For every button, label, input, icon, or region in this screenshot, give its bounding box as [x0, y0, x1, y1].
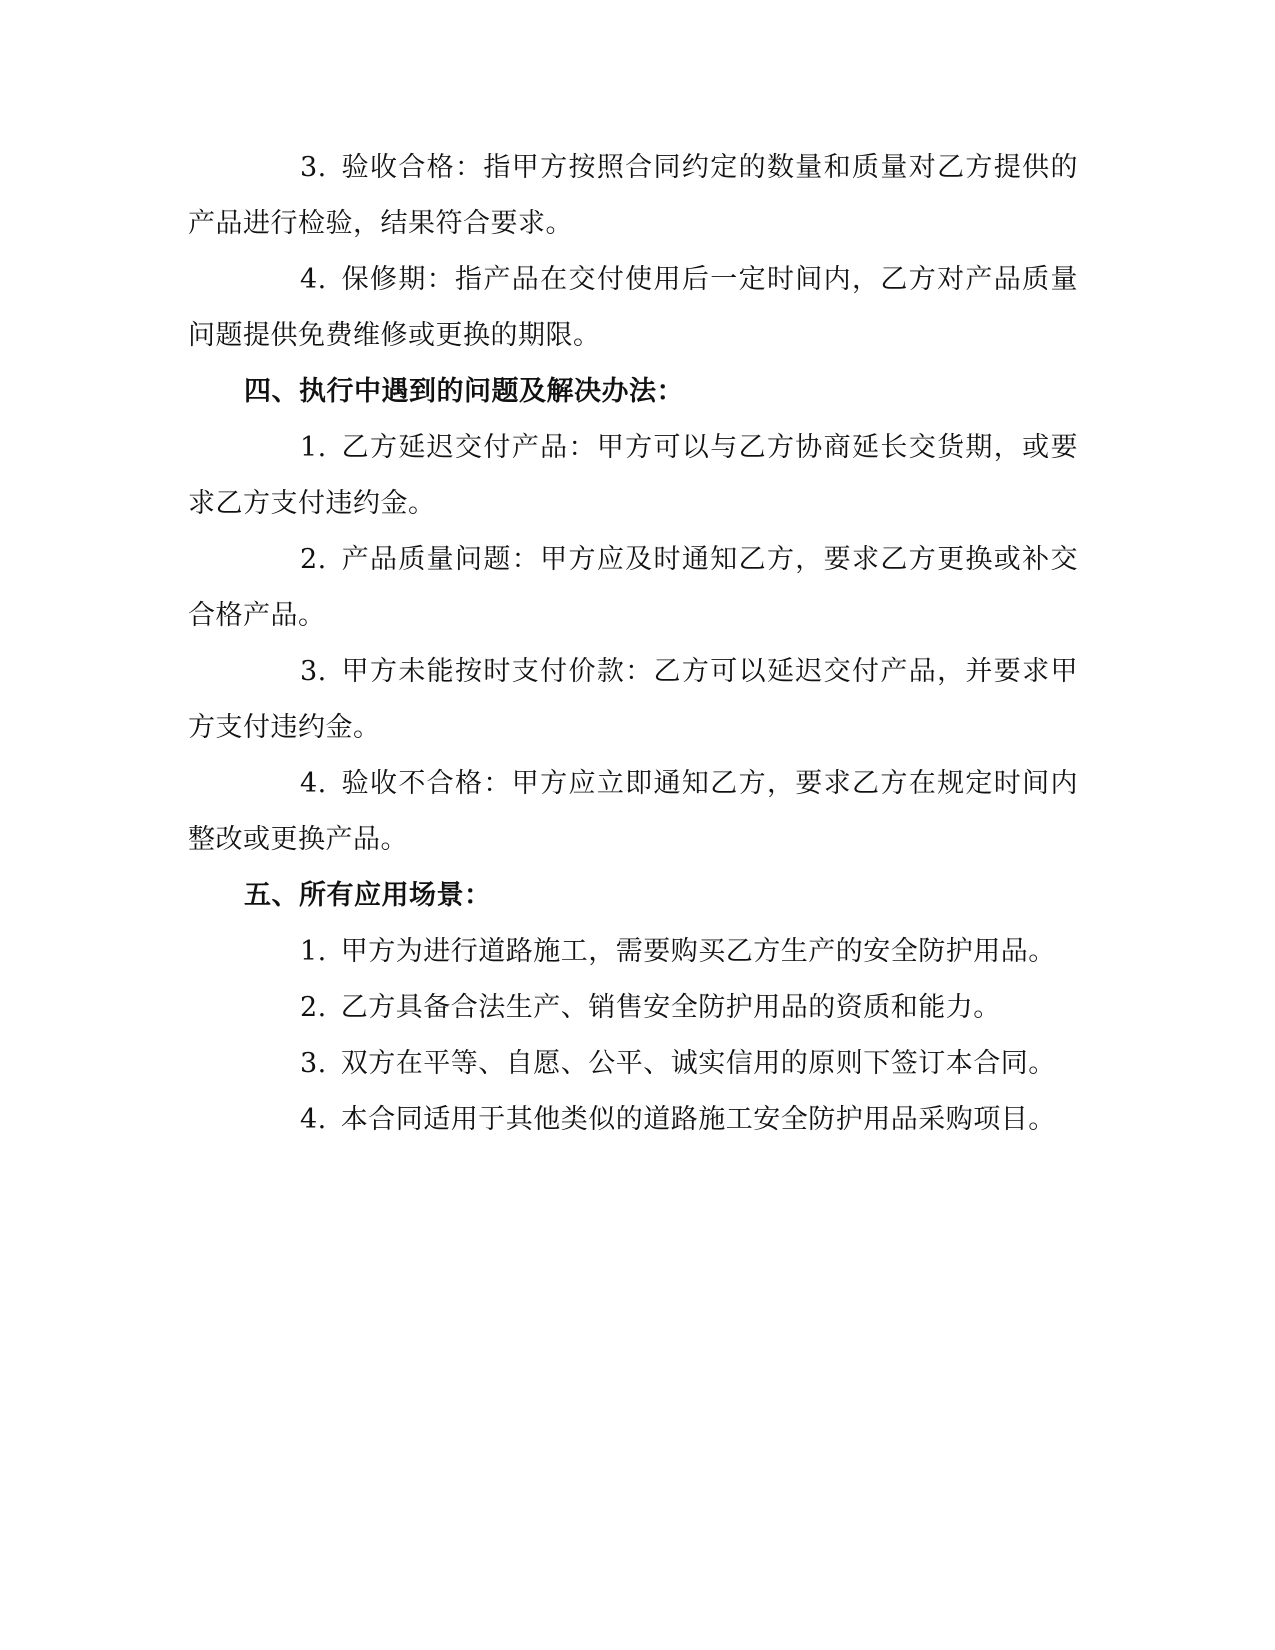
- issue-item-late-payment: [188, 644, 1078, 756]
- item-number: 2.: [300, 544, 327, 575]
- document-body: [188, 140, 1078, 1148]
- item-text: 甲方为进行道路施工，需要购买乙方生产的安全防护用品。: [340, 936, 1056, 967]
- item-text: 验收合格：指甲方按照合同约定的数量和质量对乙方提供的产品进行检验，结果符合要求。: [188, 152, 1078, 239]
- item-number: 3.: [300, 656, 327, 687]
- issue-item-quality: [188, 532, 1078, 644]
- item-text: 验收不合格：甲方应立即通知乙方，要求乙方在规定时间内整改或更换产品。: [188, 768, 1078, 855]
- item-number: 1.: [300, 936, 327, 967]
- scenario-item-3: [188, 1036, 1078, 1092]
- item-number: 4.: [300, 264, 327, 295]
- scenario-item-1: [188, 924, 1078, 980]
- section-heading-scenarios: 五、所有应用场景：: [244, 880, 492, 911]
- item-number: 1.: [300, 432, 327, 463]
- item-text: 甲方未能按时支付价款：乙方可以延迟交付产品，并要求甲方支付违约金。: [188, 656, 1078, 743]
- item-text: 乙方具备合法生产、销售安全防护用品的资质和能力。: [340, 992, 1001, 1023]
- section-heading-issues: 四、执行中遇到的问题及解决办法：: [244, 376, 684, 407]
- item-text: 双方在平等、自愿、公平、诚实信用的原则下签订本合同。: [340, 1048, 1056, 1079]
- scenario-item-4: [188, 1092, 1078, 1148]
- definition-item-warranty: [188, 252, 1078, 364]
- item-text: 产品质量问题：甲方应及时通知乙方，要求乙方更换或补交合格产品。: [188, 544, 1078, 631]
- scenario-item-2: [188, 980, 1078, 1036]
- item-number: 4.: [300, 1104, 327, 1135]
- item-text: 保修期：指产品在交付使用后一定时间内，乙方对产品质量问题提供免费维修或更换的期限。: [188, 264, 1078, 351]
- item-number: 4.: [300, 768, 327, 799]
- item-text: 本合同适用于其他类似的道路施工安全防护用品采购项目。: [340, 1104, 1056, 1135]
- issue-item-failed-acceptance: [188, 756, 1078, 868]
- item-number: 3.: [300, 152, 327, 183]
- definition-item-acceptance: [188, 140, 1078, 252]
- item-number: 3.: [300, 1048, 327, 1079]
- item-number: 2.: [300, 992, 327, 1023]
- issue-item-late-delivery: [188, 420, 1078, 532]
- item-text: 乙方延迟交付产品：甲方可以与乙方协商延长交货期，或要求乙方支付违约金。: [188, 432, 1078, 519]
